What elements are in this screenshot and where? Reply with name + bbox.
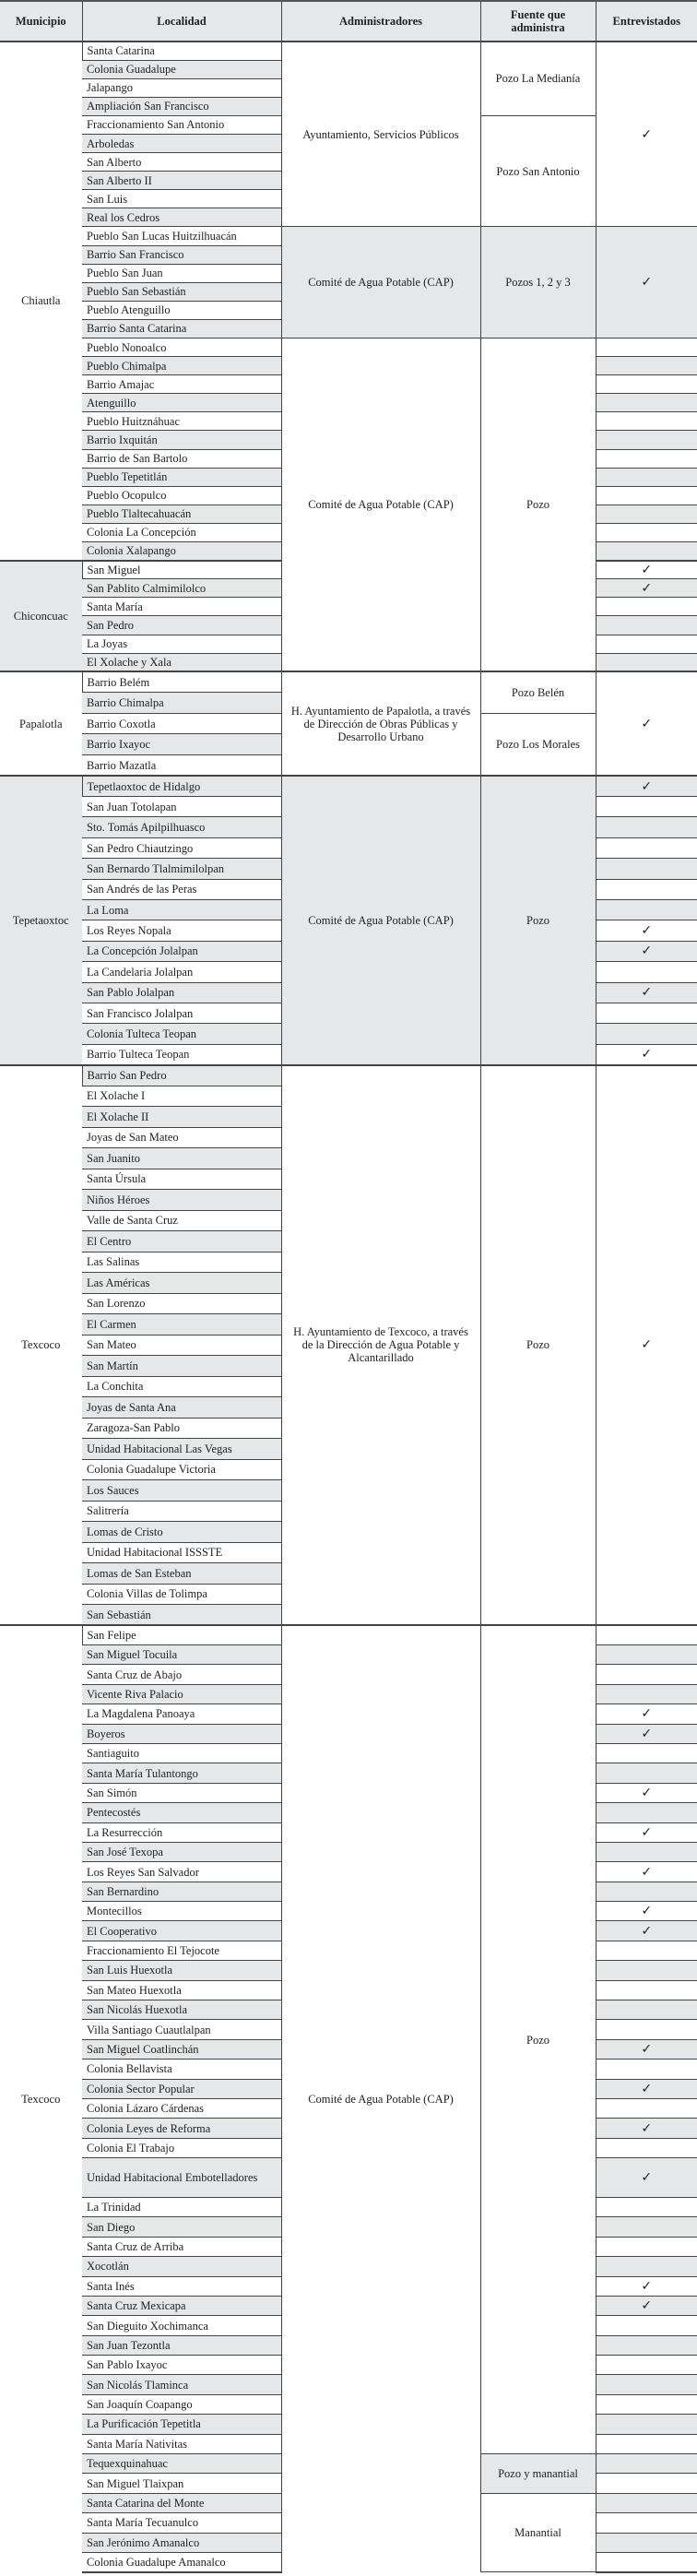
municipio-cell: Papalotla <box>0 671 82 776</box>
entrevistados-cell <box>596 1763 697 1783</box>
entrevistados-cell <box>596 1724 697 1743</box>
entrevistados-cell <box>596 2276 697 2296</box>
localidad-cell: Fraccionamiento San Antonio <box>82 115 281 134</box>
entrevistados-cell <box>596 2119 697 2138</box>
municipio-cell: Tepetaoxtoc <box>0 776 82 1064</box>
entrevistados-cell <box>596 941 697 961</box>
entrevistados-cell <box>596 2257 697 2276</box>
localidad-cell: San Pedro <box>82 616 281 635</box>
fuente-cell: Manantial <box>480 2493 596 2572</box>
localidad-cell: Santa Catarina del Monte <box>82 2493 281 2512</box>
entrevistados-cell <box>596 2415 697 2434</box>
entrevistados-cell <box>596 2375 697 2394</box>
entrevistados-cell <box>596 1743 697 1763</box>
localidad-cell: Pueblo San Sebastián <box>82 282 281 301</box>
localidad-cell: Pueblo Tlaltecahuacán <box>82 505 281 523</box>
entrevistados-cell <box>596 1822 697 1842</box>
entrevistados-cell <box>596 1065 697 1626</box>
localidad-cell: Zaragoza-San Pablo <box>82 1418 281 1439</box>
entrevistados-cell <box>596 1684 697 1703</box>
municipio-cell: Chiconcuac <box>0 561 82 672</box>
localidad-cell: La Purificación Tepetitla <box>82 2415 281 2434</box>
localidad-cell: San Luis <box>82 190 281 208</box>
localidad-cell: San Diego <box>82 2217 281 2237</box>
localidad-cell: San Martín <box>82 1356 281 1377</box>
entrevistados-cell <box>596 817 697 837</box>
localidad-cell: Real los Cedros <box>82 208 281 227</box>
check-icon: ✓ <box>641 1904 653 1919</box>
entrevistados-cell <box>596 837 697 858</box>
localidad-cell: San Pablito Calmimilolco <box>82 579 281 598</box>
localidad-cell: San Mateo <box>82 1335 281 1356</box>
entrevistados-cell <box>596 2197 697 2216</box>
localidad-cell: Barrio Belém <box>82 671 281 693</box>
localidad-cell: Colonia Guadalupe Amanalco <box>82 2553 281 2572</box>
localidad-cell: Barrio San Pedro <box>82 1065 281 1086</box>
localidad-cell: Santa Cruz de Abajo <box>82 1665 281 1684</box>
header-localidad: Localidad <box>82 1 281 42</box>
check-icon: ✓ <box>641 562 653 577</box>
entrevistados-cell <box>596 523 697 541</box>
localidad-cell: San Simón <box>82 1783 281 1802</box>
localidad-cell: Unidad Habitacional Las Vegas <box>82 1439 281 1460</box>
localidad-cell: San Andrés de las Peras <box>82 879 281 899</box>
entrevistados-cell <box>596 579 697 598</box>
check-icon: ✓ <box>641 1785 653 1800</box>
header-entrevistados: Entrevistados <box>596 1 697 42</box>
table-row <box>0 1065 697 1086</box>
localidad-cell: Unidad Habitacional ISSSTE <box>82 1542 281 1563</box>
localidad-cell: Pueblo Nonoalco <box>82 338 281 357</box>
check-icon: ✓ <box>641 2298 653 2314</box>
entrevistados-cell <box>596 2060 697 2079</box>
entrevistados-cell <box>596 920 697 941</box>
table-row <box>0 227 697 245</box>
localidad-cell: Joyas de Santa Ana <box>82 1397 281 1419</box>
administrador-cell: Comité de Agua Potable (CAP) <box>281 1625 480 2572</box>
check-icon: ✓ <box>641 923 653 939</box>
check-icon: ✓ <box>641 126 653 142</box>
entrevistados-cell <box>596 900 697 920</box>
localidad-cell: Barrio Mazatla <box>82 755 281 777</box>
localidad-cell: San Felipe <box>82 1625 281 1644</box>
entrevistados-cell <box>596 486 697 505</box>
entrevistados-cell <box>596 468 697 486</box>
entrevistados-cell <box>596 2099 697 2119</box>
localidad-cell: Salitrería <box>82 1501 281 1522</box>
table-body <box>0 42 697 2572</box>
localidad-cell: San Francisco Jolalpan <box>82 1003 281 1023</box>
administrador-cell: H. Ayuntamiento de Papalotla, a través de Dirección de Obras Públicas y Desarrollo Urbano <box>281 671 480 776</box>
localidad-cell: El Xolache II <box>82 1107 281 1128</box>
fuente-cell: Pozo Belén <box>480 671 596 713</box>
localidad-cell: San Jerónimo Amanalco <box>82 2533 281 2552</box>
check-icon: ✓ <box>641 944 653 959</box>
administrador-cell: Comité de Agua Potable (CAP) <box>281 776 480 1064</box>
localidad-cell: El Xolache I <box>82 1086 281 1107</box>
localidad-cell: Barrio Ixquitán <box>82 431 281 449</box>
entrevistados-cell <box>596 505 697 523</box>
localidad-cell: Boyeros <box>82 1724 281 1743</box>
check-icon: ✓ <box>641 2081 653 2096</box>
check-icon: ✓ <box>641 2170 653 2186</box>
localidad-cell: El Xolache y Xala <box>82 653 281 671</box>
localidad-cell: Valle de Santa Cruz <box>82 1210 281 1231</box>
localidad-cell: San Pablo Jolalpan <box>82 982 281 1003</box>
localidad-cell: San Dieguito Xochimanca <box>82 2316 281 2335</box>
header-fuente: Fuente que administra <box>480 1 596 42</box>
localidad-cell: San Nicolás Huexotla <box>82 2000 281 2020</box>
check-icon: ✓ <box>641 1726 653 1741</box>
localidad-cell: Fraccionamiento El Tejocote <box>82 1941 281 1960</box>
entrevistados-cell <box>596 2237 697 2256</box>
entrevistados-cell <box>596 394 697 412</box>
administrador-cell: Comité de Agua Potable (CAP) <box>281 338 480 672</box>
entrevistados-cell <box>596 797 697 817</box>
entrevistados-cell <box>596 635 697 653</box>
entrevistados-cell <box>596 1882 697 1901</box>
check-icon: ✓ <box>641 2278 653 2294</box>
entrevistados-cell <box>596 338 697 357</box>
localidad-cell: Santa Cruz Mexicapa <box>82 2296 281 2315</box>
localidad-cell: Santiaguito <box>82 1743 281 1763</box>
entrevistados-cell <box>596 2553 697 2572</box>
localidad-cell: Joyas de San Mateo <box>82 1127 281 1148</box>
municipio-cell: Chiautla <box>0 42 82 561</box>
fuente-cell: Pozo La Medianía <box>480 42 596 115</box>
entrevistados-cell <box>596 616 697 635</box>
check-icon: ✓ <box>641 2042 653 2058</box>
entrevistados-cell <box>596 1003 697 1023</box>
localidad-cell: Colonia Villas de Tolimpa <box>82 1584 281 1605</box>
localidad-cell: Barrio Tulteca Teopan <box>82 1044 281 1064</box>
entrevistados-cell <box>596 1921 697 1941</box>
localidad-cell: Barrio San Francisco <box>82 245 281 264</box>
localidad-cell: Colonia Sector Popular <box>82 2079 281 2098</box>
header-municipio: Municipio <box>0 1 82 42</box>
localidad-cell: Sto. Tomás Apilpilhuasco <box>82 817 281 837</box>
entrevistados-cell <box>596 1024 697 1044</box>
localidad-cell: San Miguel Coatlinchán <box>82 2039 281 2059</box>
localidad-cell: Atenguillo <box>82 394 281 412</box>
check-icon: ✓ <box>641 1337 653 1353</box>
localidad-cell: San Luis Huexotla <box>82 1961 281 1980</box>
localidad-cell: La Joyas <box>82 635 281 653</box>
localidad-cell: Pueblo Tepetitlán <box>82 468 281 486</box>
localidad-cell: San Bernardino <box>82 1882 281 1901</box>
localidad-cell: San Miguel Tocuila <box>82 1645 281 1665</box>
entrevistados-cell <box>596 1783 697 1802</box>
localidad-cell: Lomas de Cristo <box>82 1522 281 1543</box>
check-icon: ✓ <box>641 1864 653 1880</box>
table-row <box>0 1625 697 1644</box>
entrevistados-cell <box>596 1665 697 1684</box>
localidad-cell: La Loma <box>82 900 281 920</box>
entrevistados-cell <box>596 671 697 776</box>
table-row <box>0 42 697 60</box>
check-icon: ✓ <box>641 2120 653 2136</box>
check-icon: ✓ <box>641 985 653 1001</box>
localidad-cell: Santa Inés <box>82 2276 281 2296</box>
entrevistados-cell <box>596 1044 697 1064</box>
localidad-cell: Montecillos <box>82 1902 281 1921</box>
localidad-cell: Niños Héroes <box>82 1190 281 1211</box>
check-icon: ✓ <box>641 580 653 596</box>
check-icon: ✓ <box>641 1047 653 1062</box>
localidad-cell: Santa Catarina <box>82 42 281 60</box>
localidad-cell: La Candelaria Jolalpan <box>82 962 281 982</box>
header-row <box>0 1 697 42</box>
entrevistados-cell <box>596 42 697 227</box>
entrevistados-cell <box>596 1625 697 1644</box>
localidad-cell: Pueblo Huitznáhuac <box>82 412 281 431</box>
entrevistados-cell <box>596 2138 697 2157</box>
localidad-cell: Santa María <box>82 598 281 616</box>
fuente-cell: Pozos 1, 2 y 3 <box>480 227 596 338</box>
localidad-cell: Pueblo Ocopulco <box>82 486 281 505</box>
localidad-cell: Santa María Tecuanulco <box>82 2513 281 2533</box>
localidad-cell: San José Texopa <box>82 1842 281 1861</box>
entrevistados-cell <box>596 598 697 616</box>
localidad-cell: Barrio Chimalpa <box>82 693 281 714</box>
entrevistados-cell <box>596 2020 697 2039</box>
localidad-cell: Tepetlaoxtoc de Hidalgo <box>82 776 281 796</box>
localidad-cell: Santa María Nativitas <box>82 2434 281 2453</box>
fuente-cell: Pozo <box>480 776 596 1064</box>
check-icon: ✓ <box>641 1923 653 1939</box>
entrevistados-cell <box>596 2000 697 2020</box>
entrevistados-cell <box>596 412 697 431</box>
localidad-cell: Barrio de San Bartolo <box>82 449 281 468</box>
localidad-cell: San Nicolás Tlaminca <box>82 2375 281 2394</box>
entrevistados-cell <box>596 1704 697 1724</box>
entrevistados-cell <box>596 2356 697 2375</box>
localidad-cell: El Cooperativo <box>82 1921 281 1941</box>
localidad-cell: Colonia Guadalupe <box>82 60 281 78</box>
localidad-cell: San Alberto II <box>82 172 281 190</box>
entrevistados-cell <box>596 2474 697 2493</box>
localidad-cell: Pueblo Chimalpa <box>82 357 281 375</box>
localidad-cell: Santa María Tulantongo <box>82 1763 281 1783</box>
localidad-cell: Colonia Leyes de Reforma <box>82 2119 281 2138</box>
entrevistados-cell <box>596 859 697 879</box>
fuente-cell: Pozo <box>480 1065 596 1626</box>
fuente-cell: Pozo San Antonio <box>480 115 596 227</box>
fuente-cell: Pozo <box>480 338 596 672</box>
localidad-cell: Los Reyes Nopala <box>82 920 281 941</box>
entrevistados-cell <box>596 2039 697 2059</box>
localidad-cell: La Trinidad <box>82 2197 281 2216</box>
check-icon: ✓ <box>641 778 653 794</box>
localidad-cell: Santa Cruz de Arriba <box>82 2237 281 2256</box>
localidad-cell: Los Sauces <box>82 1480 281 1502</box>
entrevistados-cell <box>596 879 697 899</box>
localidad-cell: Pentecostés <box>82 1803 281 1822</box>
entrevistados-cell <box>596 1980 697 2000</box>
localidad-cell: Lomas de San Esteban <box>82 1563 281 1585</box>
localidad-cell: San Juanito <box>82 1148 281 1169</box>
localidad-cell: Pueblo San Juan <box>82 264 281 282</box>
entrevistados-cell <box>596 1961 697 1980</box>
localidad-cell: Colonia Tulteca Teopan <box>82 1024 281 1044</box>
entrevistados-cell <box>596 1941 697 1960</box>
localidad-cell: San Pablo Ixayoc <box>82 2356 281 2375</box>
entrevistados-cell <box>596 431 697 449</box>
entrevistados-cell <box>596 2454 697 2474</box>
entrevistados-cell <box>596 542 697 561</box>
entrevistados-cell <box>596 1902 697 1921</box>
localidad-cell: Pueblo San Lucas Huitzilhuacán <box>82 227 281 245</box>
entrevistados-cell <box>596 2296 697 2315</box>
localidad-cell: Jalapango <box>82 78 281 97</box>
localidad-cell: San Sebastián <box>82 1605 281 1626</box>
entrevistados-cell <box>596 2335 697 2355</box>
entrevistados-cell <box>596 2158 697 2198</box>
entrevistados-cell <box>596 1842 697 1861</box>
localidad-cell: La Resurrección <box>82 1822 281 1842</box>
localidad-cell: Colonia El Trabajo <box>82 2138 281 2157</box>
fuente-cell: Pozo Los Morales <box>480 713 596 776</box>
localidad-cell: Arboledas <box>82 134 281 152</box>
localidad-cell: San Juan Tezontla <box>82 2335 281 2355</box>
fuente-cell: Pozo <box>480 1625 596 2453</box>
entrevistados-cell <box>596 2217 697 2237</box>
localidad-cell: Vicente Riva Palacio <box>82 1684 281 1703</box>
entrevistados-cell <box>596 561 697 579</box>
table-row <box>0 671 697 693</box>
localidad-cell: Ampliación San Francisco <box>82 97 281 115</box>
fuente-cell: Pozo y manantial <box>480 2454 596 2494</box>
entrevistados-cell <box>596 2533 697 2552</box>
localidad-cell: Las Salinas <box>82 1252 281 1273</box>
entrevistados-cell <box>596 2434 697 2453</box>
table-row <box>0 338 697 357</box>
localidad-cell: Colonia Xalapango <box>82 542 281 561</box>
localidad-cell: Barrio Coxotla <box>82 713 281 734</box>
localidad-cell: San Mateo Huexotla <box>82 1980 281 2000</box>
localidad-cell: Pueblo Atenguillo <box>82 301 281 319</box>
entrevistados-cell <box>596 2079 697 2098</box>
entrevistados-cell <box>596 2493 697 2512</box>
entrevistados-cell <box>596 2394 697 2414</box>
localidad-cell: Unidad Habitacional Embotelladores <box>82 2158 281 2198</box>
header-administradores: Administradores <box>281 1 480 42</box>
localidad-cell: San Miguel Tlaixpan <box>82 2474 281 2493</box>
localidad-cell: Villa Santiago Cuautlalpan <box>82 2020 281 2039</box>
localidad-cell: El Centro <box>82 1231 281 1252</box>
localidad-cell: Barrio Santa Catarina <box>82 319 281 338</box>
localidad-cell: San Pedro Chiautzingo <box>82 837 281 858</box>
localidad-cell: El Carmen <box>82 1314 281 1335</box>
municipio-cell: Texcoco <box>0 1065 82 1626</box>
localidad-cell: Los Reyes San Salvador <box>82 1862 281 1882</box>
localidad-cell: Barrio Amajac <box>82 375 281 394</box>
localidad-cell: San Miguel <box>82 561 281 579</box>
entrevistados-cell <box>596 1645 697 1665</box>
entrevistados-cell <box>596 776 697 796</box>
entrevistados-cell <box>596 2316 697 2335</box>
administrador-cell: Ayuntamiento, Servicios Públicos <box>281 42 480 227</box>
localidad-cell: La Magdalena Panoaya <box>82 1704 281 1724</box>
localidad-cell: San Joaquín Coapango <box>82 2394 281 2414</box>
check-icon: ✓ <box>641 1706 653 1722</box>
localidad-cell: San Lorenzo <box>82 1293 281 1314</box>
localidad-cell: San Alberto <box>82 153 281 172</box>
entrevistados-cell <box>596 1803 697 1822</box>
entrevistados-cell <box>596 982 697 1003</box>
entrevistados-cell <box>596 449 697 468</box>
localidad-cell: Colonia Guadalupe Victoria <box>82 1459 281 1480</box>
entrevistados-cell <box>596 375 697 394</box>
entrevistados-cell <box>596 227 697 338</box>
entrevistados-cell <box>596 2513 697 2533</box>
entrevistados-cell <box>596 653 697 671</box>
localidad-cell: Barrio Ixayoc <box>82 734 281 755</box>
localidad-cell: Xocotlán <box>82 2257 281 2276</box>
check-icon: ✓ <box>641 1824 653 1840</box>
localidad-cell: Santa Úrsula <box>82 1169 281 1190</box>
entrevistados-cell <box>596 962 697 982</box>
localidad-cell: Colonia Lázaro Cárdenas <box>82 2099 281 2119</box>
localidad-cell: Tequexquinahuac <box>82 2454 281 2474</box>
localidad-cell: Colonia La Concepción <box>82 523 281 541</box>
entrevistados-cell <box>596 1862 697 1882</box>
entrevistados-cell <box>596 357 697 375</box>
localidad-cell: Las Américas <box>82 1273 281 1294</box>
table-row <box>0 776 697 796</box>
administrador-cell: Comité de Agua Potable (CAP) <box>281 227 480 338</box>
localidad-cell: La Concepción Jolalpan <box>82 941 281 961</box>
check-icon: ✓ <box>641 716 653 731</box>
check-icon: ✓ <box>641 275 653 291</box>
localidad-cell: San Bernardo Tlalmimilolpan <box>82 859 281 879</box>
administrador-cell: H. Ayuntamiento de Texcoco, a través de la Dirección de Agua Potable y Alcantarillado <box>281 1065 480 1626</box>
localidad-cell: La Conchita <box>82 1376 281 1397</box>
localidad-cell: Colonia Bellavista <box>82 2060 281 2079</box>
municipio-cell: Texcoco <box>0 1625 82 2572</box>
localidad-cell: San Juan Totolapan <box>82 797 281 817</box>
